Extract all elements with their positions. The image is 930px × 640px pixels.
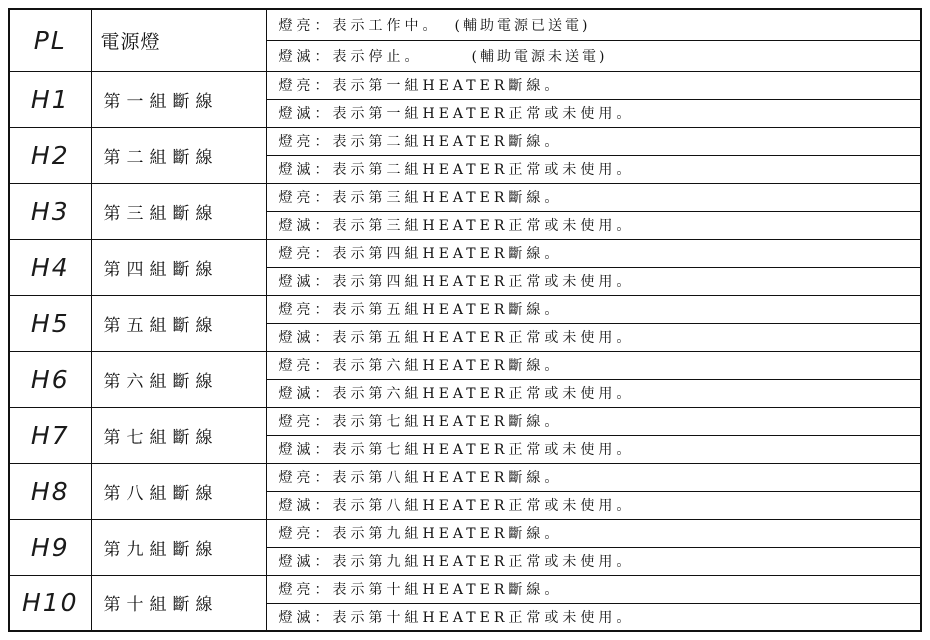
indicator-name: 第四組斷線 xyxy=(91,239,266,295)
light-on-description xyxy=(266,295,921,323)
light-on-description xyxy=(266,575,921,603)
light-on-text: 燈亮：表示第六組HEATER斷線。 xyxy=(278,358,563,374)
light-on-text: 燈亮：表示第八組HEATER斷線。 xyxy=(278,470,563,486)
light-on-description xyxy=(266,9,921,40)
light-on-text: 燈亮：表示第二組HEATER斷線。 xyxy=(278,134,563,150)
light-off-text: 燈滅：表示第八組HEATER正常或未使用。 xyxy=(278,498,635,514)
indicator-name: 第五組斷線 xyxy=(91,295,266,351)
light-off-text: 燈滅：表示第十組HEATER正常或未使用。 xyxy=(278,609,635,626)
light-on-description xyxy=(266,407,921,435)
light-off-description xyxy=(266,323,921,351)
light-off-description xyxy=(266,491,921,519)
indicator-name: 第八組斷線 xyxy=(91,463,266,519)
table-row xyxy=(9,9,921,40)
table-row xyxy=(9,575,921,603)
light-on-description xyxy=(266,71,921,99)
light-on-description xyxy=(266,351,921,379)
light-on-text: 燈亮：表示工作中。 xyxy=(278,17,441,34)
light-on-text: 燈亮：表示第一組HEATER斷線。 xyxy=(278,78,563,94)
indicator-code: H3 xyxy=(9,183,91,239)
light-off-description xyxy=(266,155,921,183)
light-on-text: 燈亮：表示第三組HEATER斷線。 xyxy=(278,190,563,206)
light-off-text: 燈滅：表示第一組HEATER正常或未使用。 xyxy=(278,106,635,122)
indicator-table-body xyxy=(9,9,921,631)
indicator-code: H9 xyxy=(9,519,91,575)
indicator-name: 電源燈 xyxy=(91,9,266,71)
light-off-text: 燈滅：表示第二組HEATER正常或未使用。 xyxy=(278,162,635,178)
table-row xyxy=(9,71,921,99)
light-off-text: 燈滅：表示第七組HEATER正常或未使用。 xyxy=(278,442,635,458)
light-on-text: 燈亮：表示第五組HEATER斷線。 xyxy=(278,302,563,318)
indicator-name: 第一組斷線 xyxy=(91,71,266,127)
indicator-code: H7 xyxy=(9,407,91,463)
indicator-code: H6 xyxy=(9,351,91,407)
light-off-text: 燈滅：表示第九組HEATER正常或未使用。 xyxy=(278,554,635,570)
light-off-text: 燈滅：表示第六組HEATER正常或未使用。 xyxy=(278,386,635,402)
indicator-name: 第十組斷線 xyxy=(91,575,266,631)
light-on-description xyxy=(266,463,921,491)
indicator-table xyxy=(8,8,922,632)
light-off-text: 燈滅：表示第五組HEATER正常或未使用。 xyxy=(278,330,635,346)
table-row xyxy=(9,183,921,211)
indicator-code: H4 xyxy=(9,239,91,295)
light-on-description xyxy=(266,239,921,267)
light-on-text: 燈亮：表示第七組HEATER斷線。 xyxy=(278,414,563,430)
light-on-description xyxy=(266,519,921,547)
table-row xyxy=(9,127,921,155)
indicator-code: H8 xyxy=(9,463,91,519)
indicator-name: 第七組斷線 xyxy=(91,407,266,463)
table-row xyxy=(9,351,921,379)
table-row xyxy=(9,239,921,267)
indicator-code: H2 xyxy=(9,127,91,183)
indicator-code: H5 xyxy=(9,295,91,351)
light-on-description xyxy=(266,127,921,155)
light-off-description xyxy=(266,211,921,239)
table-row xyxy=(9,519,921,547)
light-off-description xyxy=(266,435,921,463)
table-row xyxy=(9,407,921,435)
indicator-name: 第九組斷線 xyxy=(91,519,266,575)
light-off-description xyxy=(266,40,921,71)
indicator-code: H1 xyxy=(9,71,91,127)
light-on-text: 燈亮：表示第十組HEATER斷線。 xyxy=(278,582,563,598)
light-off-description xyxy=(266,267,921,295)
light-off-note: (輔助電源未送電) xyxy=(471,48,608,65)
light-off-description xyxy=(266,547,921,575)
light-on-note: (輔助電源已送電) xyxy=(454,17,591,34)
table-row xyxy=(9,463,921,491)
indicator-name: 第三組斷線 xyxy=(91,183,266,239)
light-on-text: 燈亮：表示第九組HEATER斷線。 xyxy=(278,526,563,542)
indicator-name: 第二組斷線 xyxy=(91,127,266,183)
light-off-text: 燈滅：表示停止。 xyxy=(278,48,423,65)
light-off-text: 燈滅：表示第三組HEATER正常或未使用。 xyxy=(278,218,635,234)
indicator-code: PL xyxy=(9,9,91,71)
light-on-text: 燈亮：表示第四組HEATER斷線。 xyxy=(278,246,563,262)
table-row xyxy=(9,295,921,323)
light-off-description xyxy=(266,99,921,127)
light-off-description xyxy=(266,603,921,631)
indicator-code: H10 xyxy=(9,575,91,631)
light-off-description xyxy=(266,379,921,407)
light-off-text: 燈滅：表示第四組HEATER正常或未使用。 xyxy=(278,274,635,290)
indicator-name: 第六組斷線 xyxy=(91,351,266,407)
light-on-description xyxy=(266,183,921,211)
